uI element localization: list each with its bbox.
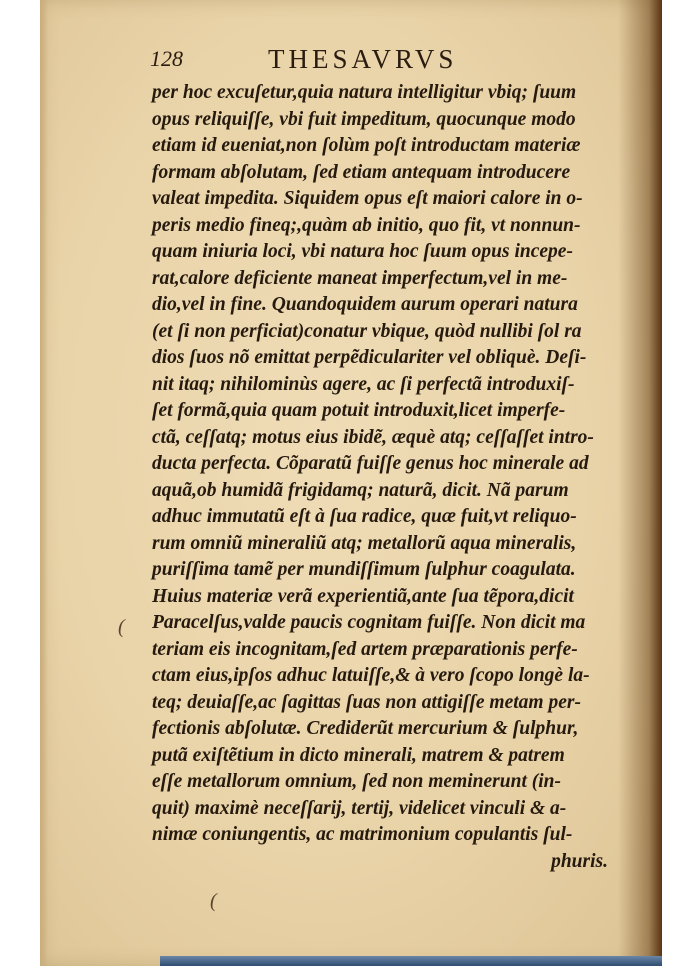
- text-line: Paracelſus,valde paucis cognitam fuiſſe. Non dicit ma: [152, 612, 586, 633]
- text-line: peris medio fineq;,quàm ab initio, quo fit, vt nonnun-: [152, 214, 581, 236]
- running-head: [150, 44, 530, 78]
- text-line: Huius materiæ verã experientiã,ante ſua tẽpora,dicit: [152, 585, 574, 607]
- text-line: quam iniuria loci, vbi natura hoc ſuum opus incepe-: [152, 241, 573, 262]
- text-line: valeat impedita. Siquidem opus eſt maiori calore in o-: [152, 188, 583, 209]
- page-edge: [40, 0, 48, 966]
- text-line: quit) maximè neceſſarij, tertij, videlicet vinculi & a-: [152, 797, 567, 819]
- text-line: adhuc immutatũ eſt à ſua radice, quæ fuit,vt reliquo-: [152, 506, 577, 527]
- text-line: nimæ coniungentis, ac matrimonium copulantis ſul-: [152, 824, 573, 845]
- text-line: teq; deuiaſſe,ac ſagittas ſuas non attigiſſe metam per-: [152, 691, 581, 713]
- text-line: dio,vel in fine. Quandoquidem aurum operari natura: [152, 294, 578, 315]
- text-line: ctã, ceſſatq; motus eius ibidẽ, æquè atq; ceſſaſſet intro-: [152, 426, 594, 448]
- text-line: ctam eius,ipſos adhuc latuiſſe,& à vero ſcopo longè la-: [152, 665, 590, 686]
- text-line: putã exiſtẽtium in dicto minerali, matrem & patrem: [152, 744, 565, 766]
- text-line: etiam id eueniat,non ſolùm poſt introductam materiæ: [152, 135, 581, 156]
- page-number: 128: [150, 46, 183, 71]
- text-line: eſſe metallorum omnium, ſed non meminerunt (in-: [152, 771, 561, 792]
- text-line: formam abſolutam, ſed etiam antequam introducere: [152, 161, 571, 183]
- text-line: (et ſi non perficiat)conatur vbique, quòd nullibi ſol ra: [152, 320, 582, 342]
- binding-gutter: [618, 0, 662, 966]
- text-line: ducta perfecta. Cõparatũ fuiſſe genus hoc minerale ad: [152, 453, 589, 474]
- body-text: [152, 80, 614, 875]
- text-line: phuris.: [551, 850, 608, 872]
- text-line: dios ſuos nõ emittat perpẽdiculariter vel obliquè. Deſi-: [152, 347, 587, 368]
- margin-mark: (: [210, 890, 217, 912]
- margin-mark: (: [118, 616, 125, 638]
- text-line: puriſſima tamẽ per mundiſſimum ſulphur coagulata.: [152, 559, 576, 580]
- text-line: aquã,ob humidã frigidamq; naturã, dicit. Nã parum: [152, 479, 569, 501]
- running-title: THESAVRVS: [268, 44, 458, 74]
- scan-bottom-band: [160, 956, 662, 966]
- text-line: per hoc excuſetur,quia natura intelligitur vbiq; ſuum: [152, 82, 577, 103]
- text-line: fectionis abſolutæ. Crediderũt mercurium & ſulphur,: [152, 718, 579, 739]
- text-line: nit itaq; nihilominùs agere, ac ſi perfectã introduxiſ-: [152, 373, 575, 395]
- text-line: rum omniũ mineraliũ atq; metallorũ aqua mineralis,: [152, 532, 577, 554]
- text-line: teriam eis incognitam,ſed artem præparationis perfe-: [152, 638, 578, 660]
- text-line: ſet formã,quia quam potuit introduxit,licet imperfe-: [152, 400, 566, 421]
- text-line: opus reliquiſſe, vbi fuit impeditum, quocunque modo: [152, 108, 576, 130]
- text-line: rat,calore deficiente maneat imperfectum,vel in me-: [152, 267, 568, 289]
